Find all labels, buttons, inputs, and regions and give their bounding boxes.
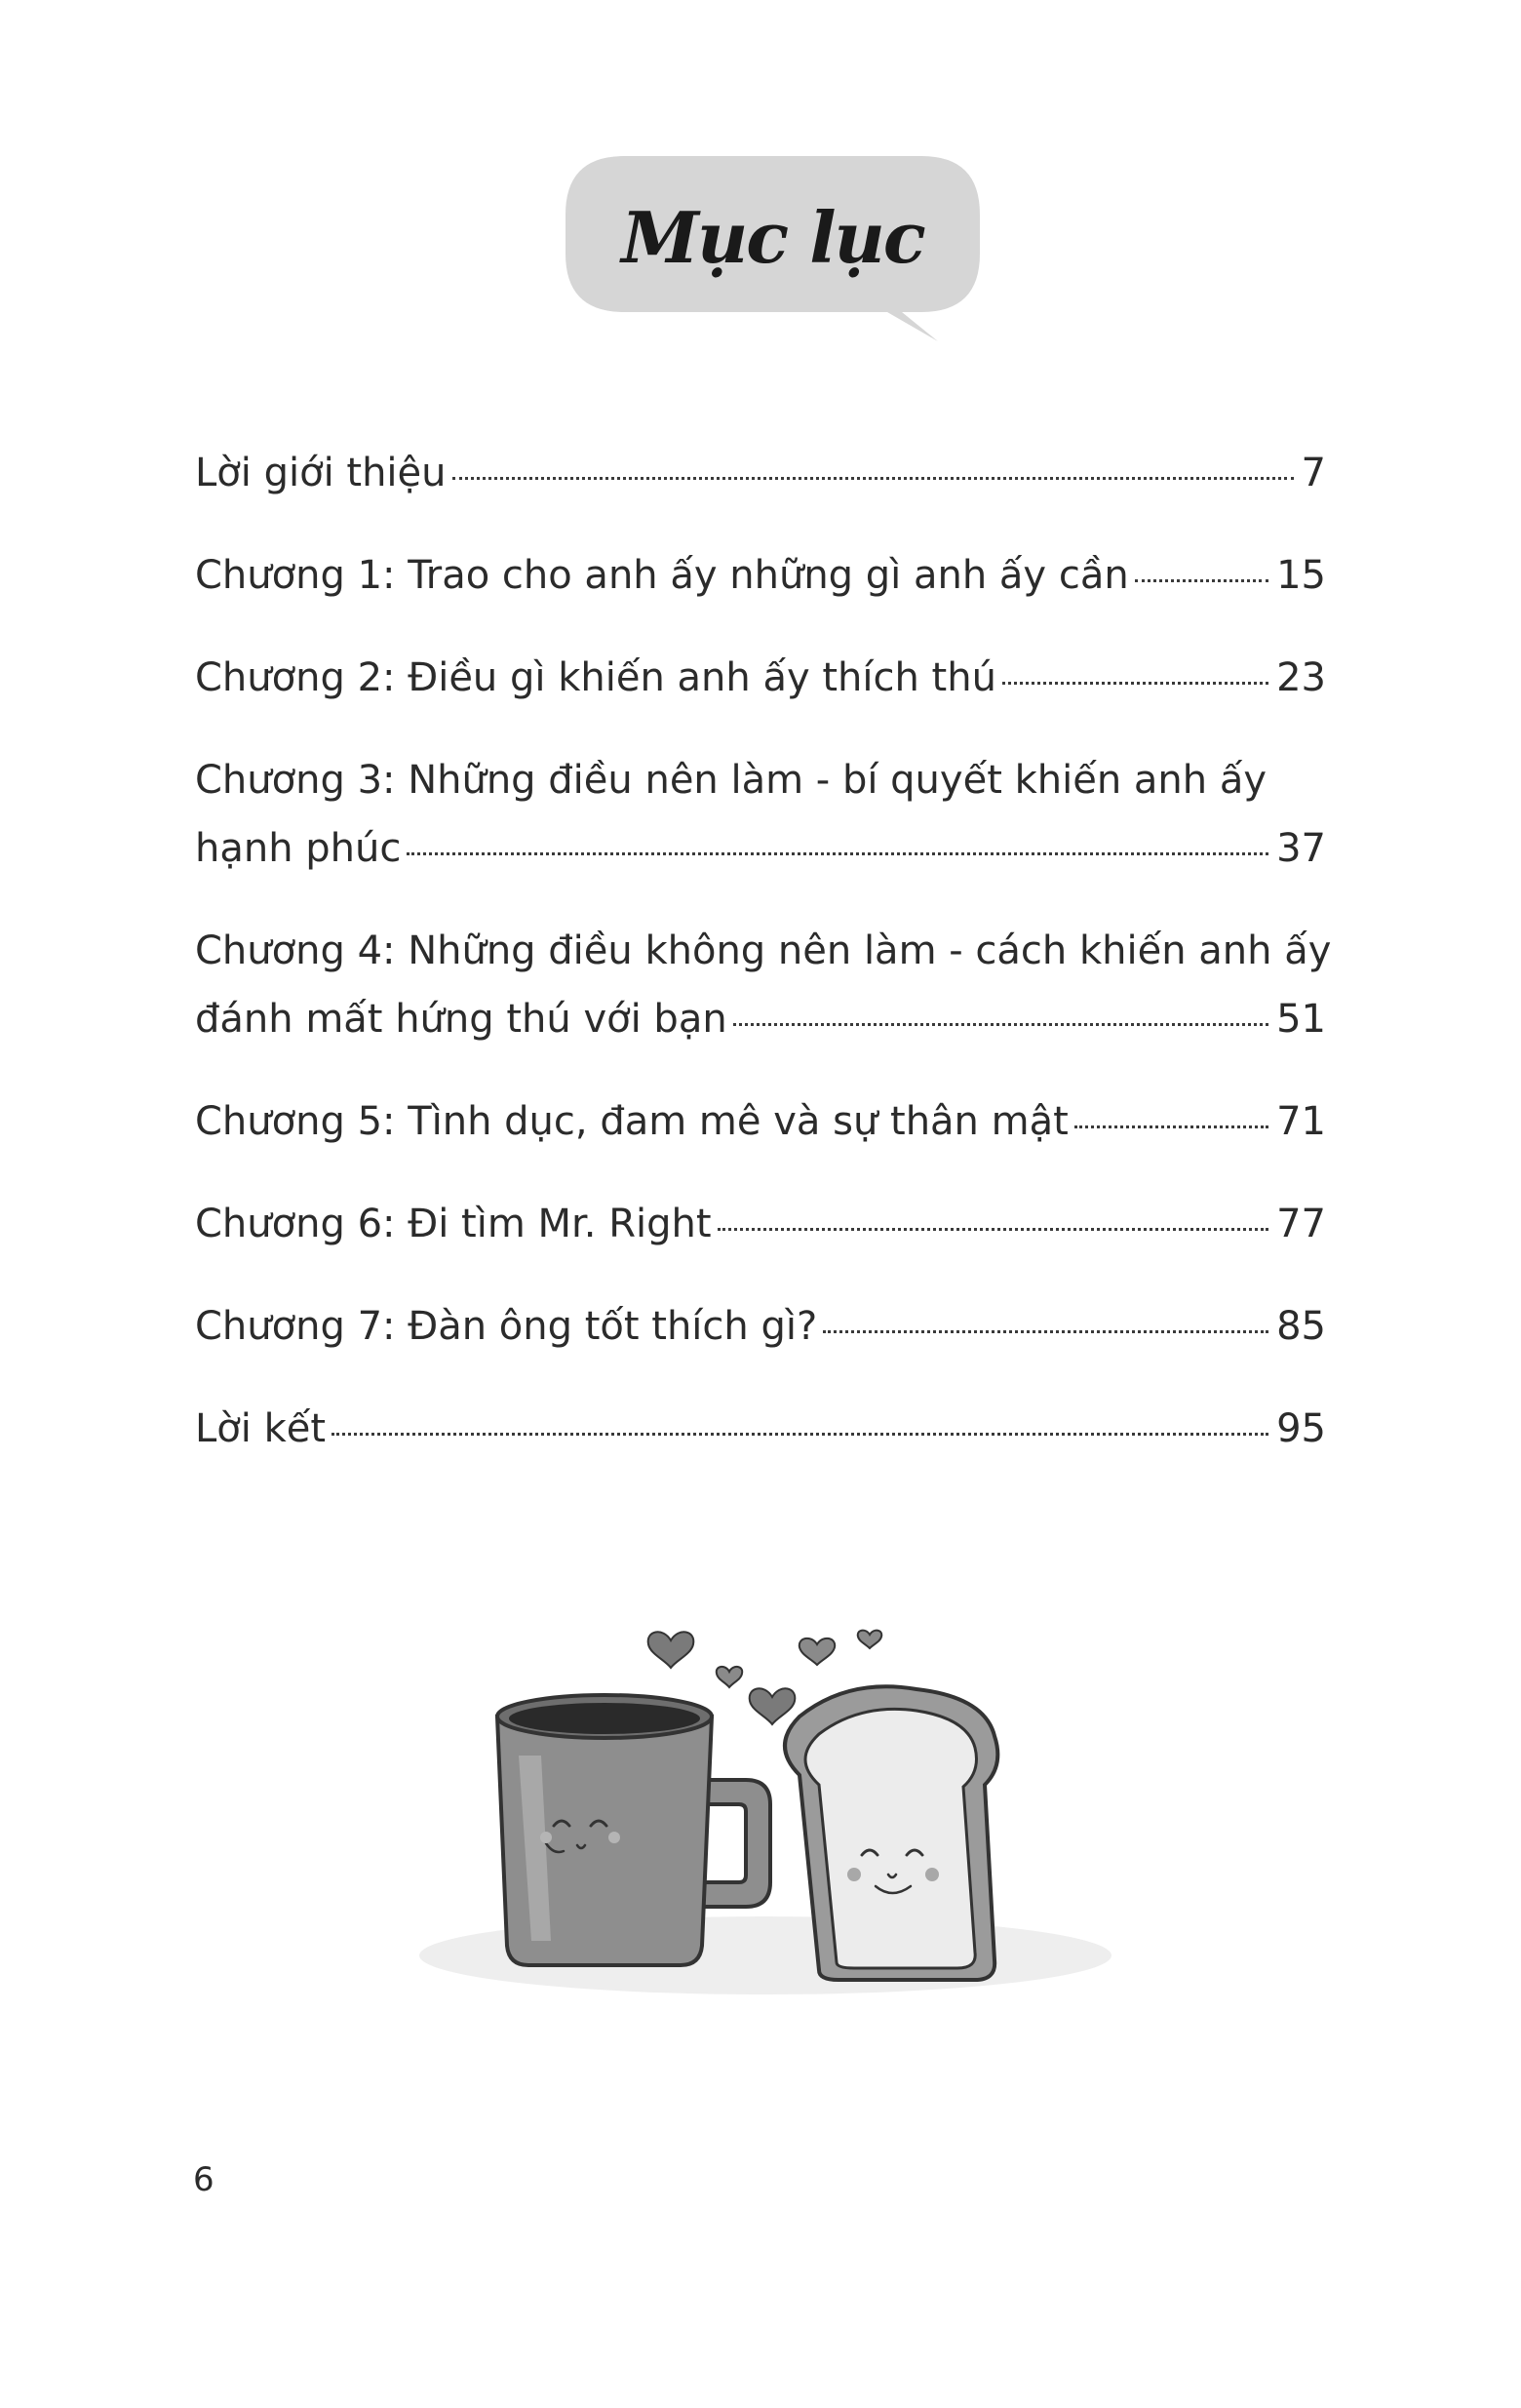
dot-leader bbox=[1002, 682, 1268, 685]
toc-entry-chapter-7[interactable] bbox=[195, 1292, 1326, 1361]
toc-entry-page: 15 bbox=[1276, 553, 1326, 598]
toc-entry-page: 77 bbox=[1276, 1202, 1326, 1246]
toc-entry-title: Chương 3: Những điều nên làm - bí quyết khiến anh ấy bbox=[195, 758, 1268, 803]
dot-leader bbox=[1074, 1125, 1268, 1128]
toc-entry-title: Lời giới thiệu bbox=[195, 451, 447, 495]
dot-leader bbox=[733, 1023, 1268, 1026]
toc-entry-page: 95 bbox=[1276, 1406, 1326, 1451]
dot-leader bbox=[1135, 579, 1268, 582]
coffee-and-bread-illustration bbox=[410, 1599, 1112, 2009]
toc-entry-page: 37 bbox=[1276, 826, 1326, 871]
toc-entry-intro[interactable] bbox=[195, 439, 1326, 507]
toc-entry-title: Chương 4: Những điều không nên làm - cách khiến anh ấy bbox=[195, 928, 1332, 973]
heart-icon bbox=[858, 1631, 882, 1648]
dot-leader bbox=[718, 1228, 1269, 1231]
toc-entry-epilogue[interactable] bbox=[195, 1395, 1326, 1463]
dot-leader bbox=[823, 1330, 1268, 1333]
heart-icon bbox=[717, 1667, 742, 1687]
toc-entry-page: 71 bbox=[1276, 1099, 1326, 1144]
heart-icon bbox=[648, 1632, 694, 1668]
toc-entry-title: Chương 7: Đàn ông tốt thích gì? bbox=[195, 1304, 818, 1349]
toc-entry-chapter-1[interactable] bbox=[195, 541, 1326, 610]
title-bubble bbox=[566, 156, 980, 341]
toc-entry-chapter-4[interactable] bbox=[195, 917, 1332, 1053]
dot-leader bbox=[452, 477, 1294, 480]
smiling-bread-slice-icon bbox=[785, 1686, 997, 1980]
toc-entry-title-continued: đánh mất hứng thú với bạn bbox=[195, 997, 727, 1042]
dot-leader bbox=[407, 852, 1268, 855]
toc-entry-page: 85 bbox=[1276, 1304, 1326, 1349]
toc-entry-chapter-6[interactable] bbox=[195, 1190, 1326, 1258]
toc-entry-title: Chương 5: Tình dục, đam mê và sự thân mật bbox=[195, 1099, 1069, 1144]
toc-entry-title: Chương 6: Đi tìm Mr. Right bbox=[195, 1202, 712, 1246]
toc-entry-title: Lời kết bbox=[195, 1406, 327, 1451]
toc-entry-page: 51 bbox=[1276, 997, 1326, 1042]
toc-entry-chapter-2[interactable] bbox=[195, 644, 1326, 712]
toc-entry-page: 23 bbox=[1276, 655, 1326, 700]
toc-entry-page: 7 bbox=[1301, 451, 1326, 495]
toc-entry-title-continued: hạnh phúc bbox=[195, 826, 402, 871]
toc-entry-title: Chương 1: Trao cho anh ấy những gì anh ấy cần bbox=[195, 553, 1129, 598]
page-number: 6 bbox=[193, 2160, 214, 2199]
dot-leader bbox=[332, 1433, 1268, 1436]
toc-entry-title: Chương 2: Điều gì khiến anh ấy thích thú bbox=[195, 655, 996, 700]
heart-icon bbox=[750, 1688, 796, 1724]
page-title: Mục lục bbox=[621, 196, 924, 279]
toc-entry-chapter-5[interactable] bbox=[195, 1087, 1326, 1156]
heart-icon bbox=[800, 1638, 835, 1665]
toc-entry-chapter-3[interactable] bbox=[195, 746, 1326, 883]
